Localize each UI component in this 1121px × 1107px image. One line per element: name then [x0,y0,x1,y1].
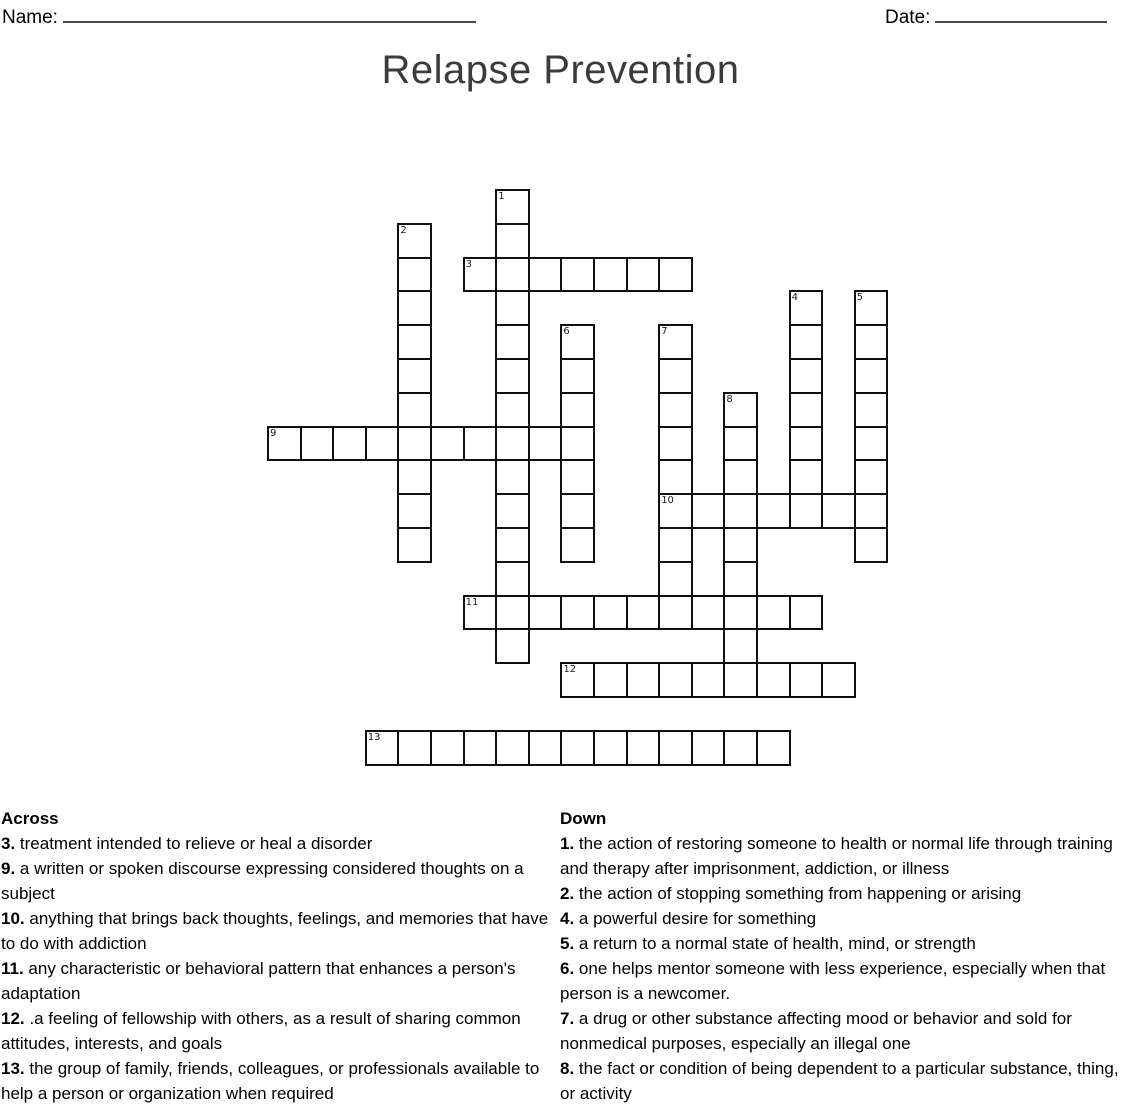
grid-cell[interactable] [789,493,824,529]
grid-cell[interactable] [560,392,595,428]
grid-cell[interactable] [723,561,758,597]
grid-cell[interactable] [658,459,693,495]
grid-cell[interactable] [397,459,432,495]
clue-number: 3. [1,834,16,853]
grid-cell[interactable] [397,527,432,563]
clue-item: 13. the group of family, friends, colleagues, or professionals available to help a person or organization when required [1,1059,540,1103]
grid-cell[interactable] [560,595,595,631]
grid-cell[interactable] [626,730,661,766]
grid-cell[interactable] [626,257,661,293]
grid-cell[interactable] [495,459,530,495]
grid-cell[interactable] [723,426,758,462]
grid-cell[interactable] [756,730,791,766]
clue-item: 8. the fact or condition of being dependent to a particular substance, thing, or activity [560,1059,1119,1103]
grid-cell[interactable] [854,358,889,394]
grid-cell[interactable] [854,426,889,462]
grid-cell[interactable] [789,459,824,495]
clue-number: 10. [1,909,25,928]
grid-cell[interactable] [691,730,726,766]
grid-cell[interactable] [723,662,758,698]
grid-cell[interactable] [560,459,595,495]
grid-cell[interactable] [495,730,530,766]
grid-cell[interactable] [593,730,628,766]
clue-item: 4. a powerful desire for something [560,909,817,928]
grid-cell[interactable] [723,628,758,664]
clue-number: 4. [560,909,575,928]
grid-cell[interactable] [495,493,530,529]
grid-number-9: 9 [270,427,277,439]
clue-item: 10. anything that brings back thoughts, feelings, and memories that have to do with addiction [1,909,549,953]
across-heading: Across [1,809,59,828]
grid-cell[interactable] [658,730,693,766]
grid-cell[interactable] [723,493,758,529]
grid-cell[interactable] [658,426,693,462]
grid-cell[interactable] [626,595,661,631]
grid-cell[interactable] [854,459,889,495]
grid-cell[interactable] [560,730,595,766]
name-label: Name: [2,7,58,28]
grid-cell[interactable] [495,628,530,664]
grid-cell[interactable] [789,392,824,428]
grid-cell[interactable] [658,358,693,394]
grid-number-5: 5 [856,292,864,304]
grid-cell[interactable] [756,595,791,631]
grid-cell[interactable] [528,595,563,631]
date-label: Date: [885,7,931,28]
grid-number-1: 1 [498,191,505,202]
grid-cell[interactable] [854,493,889,529]
clue-item: 11. any characteristic or behavioral pattern that enhances a person's adaptation [1,959,516,1003]
grid-cell[interactable] [691,493,726,529]
grid-cell[interactable] [593,595,628,631]
clue-number: 11. [1,959,24,978]
grid-cell[interactable] [495,290,530,326]
down-clues-column [560,806,1119,1106]
grid-number-8: 8 [726,393,733,405]
grid-cell[interactable] [495,561,530,597]
grid-cell[interactable] [495,527,530,563]
grid-cell[interactable] [658,527,693,563]
clue-number: 6. [560,959,575,978]
grid-cell[interactable] [528,426,563,462]
grid-number-7: 7 [661,326,668,338]
grid-number-12: 12 [563,664,577,676]
grid-cell[interactable] [397,426,432,462]
clue-number: 9. [1,859,16,878]
clue-number: 7. [560,1009,575,1028]
clue-number: 2. [560,884,575,903]
grid-cell[interactable] [463,730,498,766]
grid-number-4: 4 [791,292,798,304]
grid-cell[interactable] [430,426,465,462]
grid-cell[interactable] [723,527,758,563]
grid-cell[interactable] [723,459,758,495]
clue-number: 8. [560,1059,575,1078]
grid-cell[interactable] [854,527,889,563]
grid-cell[interactable] [756,662,791,698]
clue-number: 1. [560,834,575,853]
grid-cell[interactable] [789,426,824,462]
grid-number-3: 3 [465,258,472,270]
grid-cell[interactable] [495,426,530,462]
clue-number: 12. [1,1009,25,1028]
grid-cell[interactable] [658,595,693,631]
grid-cell[interactable] [397,324,432,360]
grid-cell[interactable] [560,493,595,529]
grid-cell[interactable] [723,595,758,631]
page-title: Relapse Prevention [381,48,740,92]
grid-cell[interactable] [854,392,889,428]
clue-item: 6. one helps mentor someone with less experience, especially when that person is a newcomer. [560,959,1106,1003]
down-clue-list [560,831,1119,1106]
across-clue-list [1,831,557,1106]
clue-number: 13. [1,1059,25,1078]
grid-cell[interactable] [658,561,693,597]
grid-cell[interactable] [593,662,628,698]
grid-cell[interactable] [626,662,661,698]
grid-cell[interactable] [821,662,856,698]
grid-cell[interactable] [691,662,726,698]
name-field [2,4,476,29]
grid-cell[interactable] [723,730,758,766]
clue-item: 9. a written or spoken discourse expressing considered thoughts on a subject [1,859,524,903]
grid-cell[interactable] [397,290,432,326]
grid-cell[interactable] [430,730,465,766]
grid-cell[interactable] [691,595,726,631]
grid-cell[interactable] [789,662,824,698]
clue-item: 7. a drug or other substance affecting mood or behavior and sold for nonmedical purposes, especially an illegal one [560,1009,1072,1053]
grid-cell[interactable] [397,392,432,428]
date-fill-line[interactable] [935,4,1107,23]
clue-number: 5. [560,934,575,953]
grid-cell[interactable] [397,257,432,293]
grid-cell[interactable] [756,493,791,529]
grid-cell[interactable] [854,324,889,360]
grid-cell[interactable] [593,257,628,293]
grid-cell[interactable] [560,358,595,394]
date-field [885,4,1107,29]
clue-item: 12. .a feeling of fellowship with others, as a result of sharing common attitudes, interests, and goals [1,1009,521,1053]
grid-cell[interactable] [658,257,693,293]
grid-number-2: 2 [400,224,407,236]
grid-cell[interactable] [365,426,400,462]
grid-cell[interactable] [495,324,530,360]
down-heading: Down [560,809,607,828]
grid-number-11: 11 [465,596,479,608]
grid-cell[interactable] [821,493,856,529]
grid-number-6: 6 [563,326,570,338]
grid-number-13: 13 [367,731,381,743]
grid-cell[interactable] [560,257,595,293]
grid-cell[interactable] [560,426,595,462]
grid-cell[interactable] [495,223,530,259]
clue-item: 2. the action of stopping something from happening or arising [560,884,1022,903]
across-clues-column [1,806,557,1106]
grid-cell[interactable] [528,257,563,293]
grid-cell[interactable] [495,595,530,631]
grid-cell[interactable] [560,527,595,563]
grid-cell[interactable] [658,392,693,428]
grid-cell[interactable] [528,730,563,766]
grid-cell[interactable] [300,426,335,462]
grid-number-10: 10 [661,495,674,507]
grid-cell[interactable] [495,392,530,428]
grid-cell[interactable] [332,426,367,462]
grid-cell[interactable] [495,257,530,293]
grid-cell[interactable] [789,324,824,360]
clue-item: 1. the action of restoring someone to health or normal life through training and therapy after imprisonment, addiction, or illness [560,834,1113,878]
grid-cell[interactable] [397,358,432,394]
name-fill-line[interactable] [63,4,476,23]
clue-item: 3. treatment intended to relieve or heal a disorder [1,834,373,853]
grid-cell[interactable] [397,493,432,529]
grid-cell[interactable] [495,358,530,394]
grid-cell[interactable] [789,358,824,394]
grid-cell[interactable] [789,595,824,631]
grid-cell[interactable] [463,426,498,462]
grid-cell[interactable] [397,730,432,766]
grid-cell[interactable] [658,662,693,698]
clue-item: 5. a return to a normal state of health, mind, or strength [560,934,976,953]
